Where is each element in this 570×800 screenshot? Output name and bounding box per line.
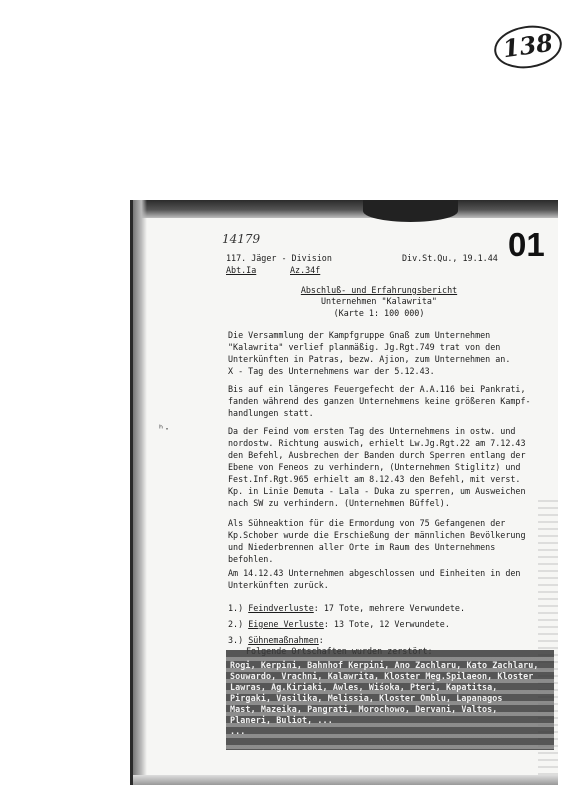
para1-line: "Kalawrita" verlief planmäßig. Jg.Rgt.749 trat von den [228,342,501,352]
para4-line: befohlen. [228,554,274,564]
para3-line: Ebene von Feneos zu verhindern, (Unternehmen Stiglitz) und [228,462,521,472]
para1-line: Die Versammlung der Kampfgruppe Gnaß zum Unternehmen [228,330,491,340]
para1-line: X - Tag des Unternehmens war der 5.12.43. [228,366,435,376]
document-number: 01 [508,226,545,263]
header-place-date: Div.St.Qu., 19.1.44 [402,253,498,263]
para3-line: nach SW zu verhindern. (Unternehmen Büffel). [228,498,450,508]
para1-line: Unterkünften in Patras, bezw. Ajion, zum Unternehmen an. [228,354,511,364]
title-line-2: Unternehmen "Kalawrita" [321,296,437,306]
para4-line: Unterkünften zurück. [228,580,329,590]
handwritten-page-number: 138 [491,21,564,72]
list-item-1 [228,603,465,614]
para4-line: Am 14.12.43 Unternehmen abgeschlossen und Einheiten in den [228,568,521,578]
list-number: 2.) [228,619,244,629]
list-number: 1.) [228,603,244,613]
handwritten-mark: 14179 [222,232,261,246]
destroyed-places-line: Pirgaki, Vasilika, Melissia, Kloster Omblu, Lapanagos [230,693,503,703]
list-label: Eigene Verluste [248,619,324,629]
destroyed-places-line: Souwardo, Vrachni, Kalawrita, Kloster Meg.Spilaeon, Kloster [230,671,534,681]
destroyed-places-line: Planeri, Buliot, ... [230,715,333,725]
list-number: 3.) [228,635,244,645]
header-az: Az.34f [290,265,321,275]
list-item-2 [228,619,450,630]
title-line-1: Abschluß- und Erfahrungsbericht [300,285,458,295]
destroyed-places-line: Mast, Mazeika, Pangrati, Morochowo, Dervani, Valtos, [230,704,498,714]
list-label: Sühnemaßnahmen [248,635,319,645]
scan-top-edge [133,200,558,218]
para2-line: handlungen statt. [228,408,314,418]
para3-line: Fest.Inf.Rgt.965 erhielt am 8.12.43 den Befehl, mit verst. [228,474,521,484]
para2-line: Bis auf ein längeres Feuergefecht der A.A.116 bei Pankrati, [228,384,526,394]
scan-bottom-edge [133,775,558,785]
list-text: : 17 Tote, mehrere Verwundete. [313,603,466,613]
header-division: 117. Jäger - Division [226,253,332,263]
title-line-3: (Karte 1: 100 000) [333,308,425,318]
para3-line: den Befehl, Ausbrechen der Banden durch Sperren entlang der [228,450,526,460]
header-abt: Abt.Ia [226,265,257,275]
destroyed-places-line: Lawras, Ag.Kiriaki, Awles, Wiśoka, Pteri, Kapatitsa, [230,682,498,692]
para2-line: fanden während des ganzen Unternehmens keine größeren Kampf- [228,396,531,406]
para3-line: nordostw. Richtung auswich, erhielt Lw.Jg.Rgt.22 am 7.12.43 [228,438,526,448]
list-text: : [318,635,324,645]
scan-shadow [363,200,458,222]
list-item-3 [228,635,324,646]
list-label: Feindverluste [248,603,314,613]
para4-line: Kp.Schober wurde die Erschießung der männlichen Bevölkerung [228,530,526,540]
margin-scribble: ʰ· [158,424,171,435]
destroyed-places-line: Rogi, Kerpini, Bahnhof Kerpini, Ano Zachlaru, Kato Zachlaru, [230,660,539,670]
para3-line: Kp. in Linie Demuta - Lala - Duka zu sperren, um Ausweichen [228,486,526,496]
para4-line: und Niederbrennen aller Orte im Raum des Unternehmens [228,542,496,552]
list-text: : 13 Tote, 12 Verwundete. [323,619,450,629]
para3-line: Da der Feind vom ersten Tag des Unternehmens in ostw. und [228,426,516,436]
para4-line: Als Sühneaktion für die Ermordung von 75 Gefangenen der [228,518,506,528]
scan-left-edge [133,200,147,785]
destroyed-places-line: ... [230,726,246,736]
